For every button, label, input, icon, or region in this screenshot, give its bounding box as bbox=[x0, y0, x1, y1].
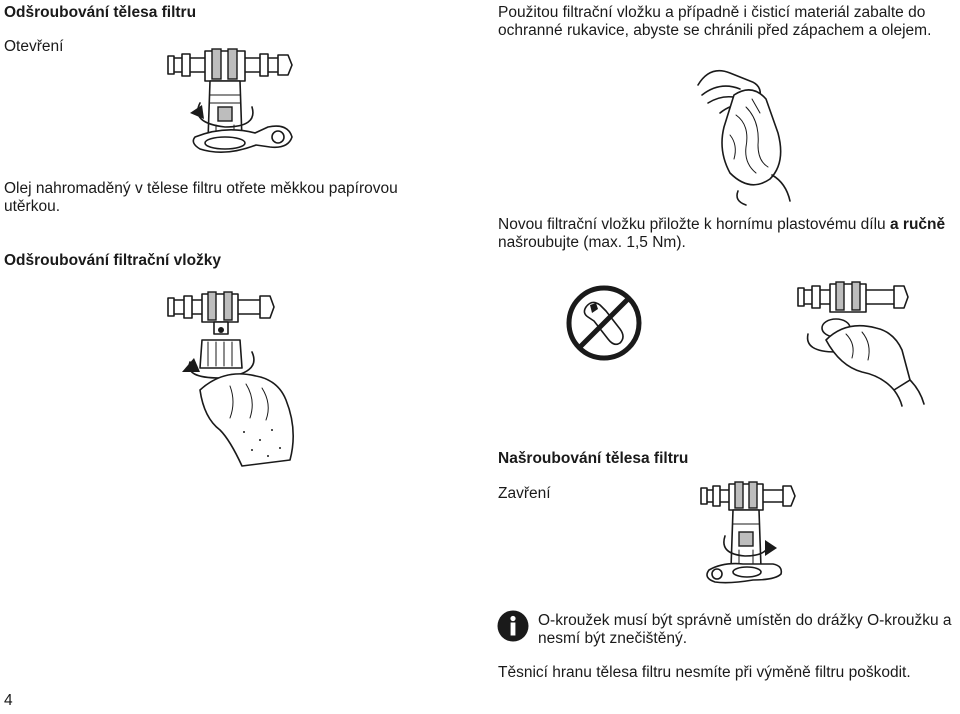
glove-wrapping-illustration bbox=[690, 55, 800, 205]
text-wipe-oil: Olej nahromaděný v tělese filtru otřete měkkou papírovou utěrkou. bbox=[4, 180, 398, 215]
text-dispose-insert: Použitou filtrační vložku a případně i čisticí materiál zabalte do ochranné rukavice, abyste se chránili před zápachem a olejem. bbox=[498, 4, 932, 39]
no-wrench-icon bbox=[566, 285, 642, 361]
text-new-insert-part2: našroubujte (max. 1,5 Nm). bbox=[498, 234, 686, 251]
screw-insert-illustration bbox=[790, 280, 940, 410]
text-new-insert-part1: Novou filtrační vložku přiložte k hornímu plastovému dílu bbox=[498, 216, 890, 233]
label-open: Otevření bbox=[4, 38, 64, 55]
label-close: Zavření bbox=[498, 485, 551, 502]
page-number: 4 bbox=[4, 692, 13, 709]
text-seal-edge: Těsnicí hranu tělesa filtru nesmíte při výměně filtru poškodit. bbox=[498, 664, 911, 681]
info-note: O-kroužek musí být správně umístěn do drážky O-kroužku a nesmí být znečištěný. bbox=[538, 612, 952, 647]
heading-unscrew-housing: Odšroubování tělesa filtru bbox=[4, 4, 197, 21]
text-new-insert-bold: a ručně bbox=[889, 216, 946, 233]
text-new-insert bbox=[498, 216, 948, 252]
info-icon bbox=[497, 610, 529, 642]
heading-screw-housing: Našroubování tělesa filtru bbox=[498, 450, 689, 467]
filter-housing-open-illustration bbox=[160, 45, 300, 160]
unscrew-insert-illustration bbox=[160, 290, 310, 470]
filter-housing-close-illustration bbox=[695, 480, 805, 590]
heading-unscrew-insert: Odšroubování filtrační vložky bbox=[4, 252, 222, 269]
